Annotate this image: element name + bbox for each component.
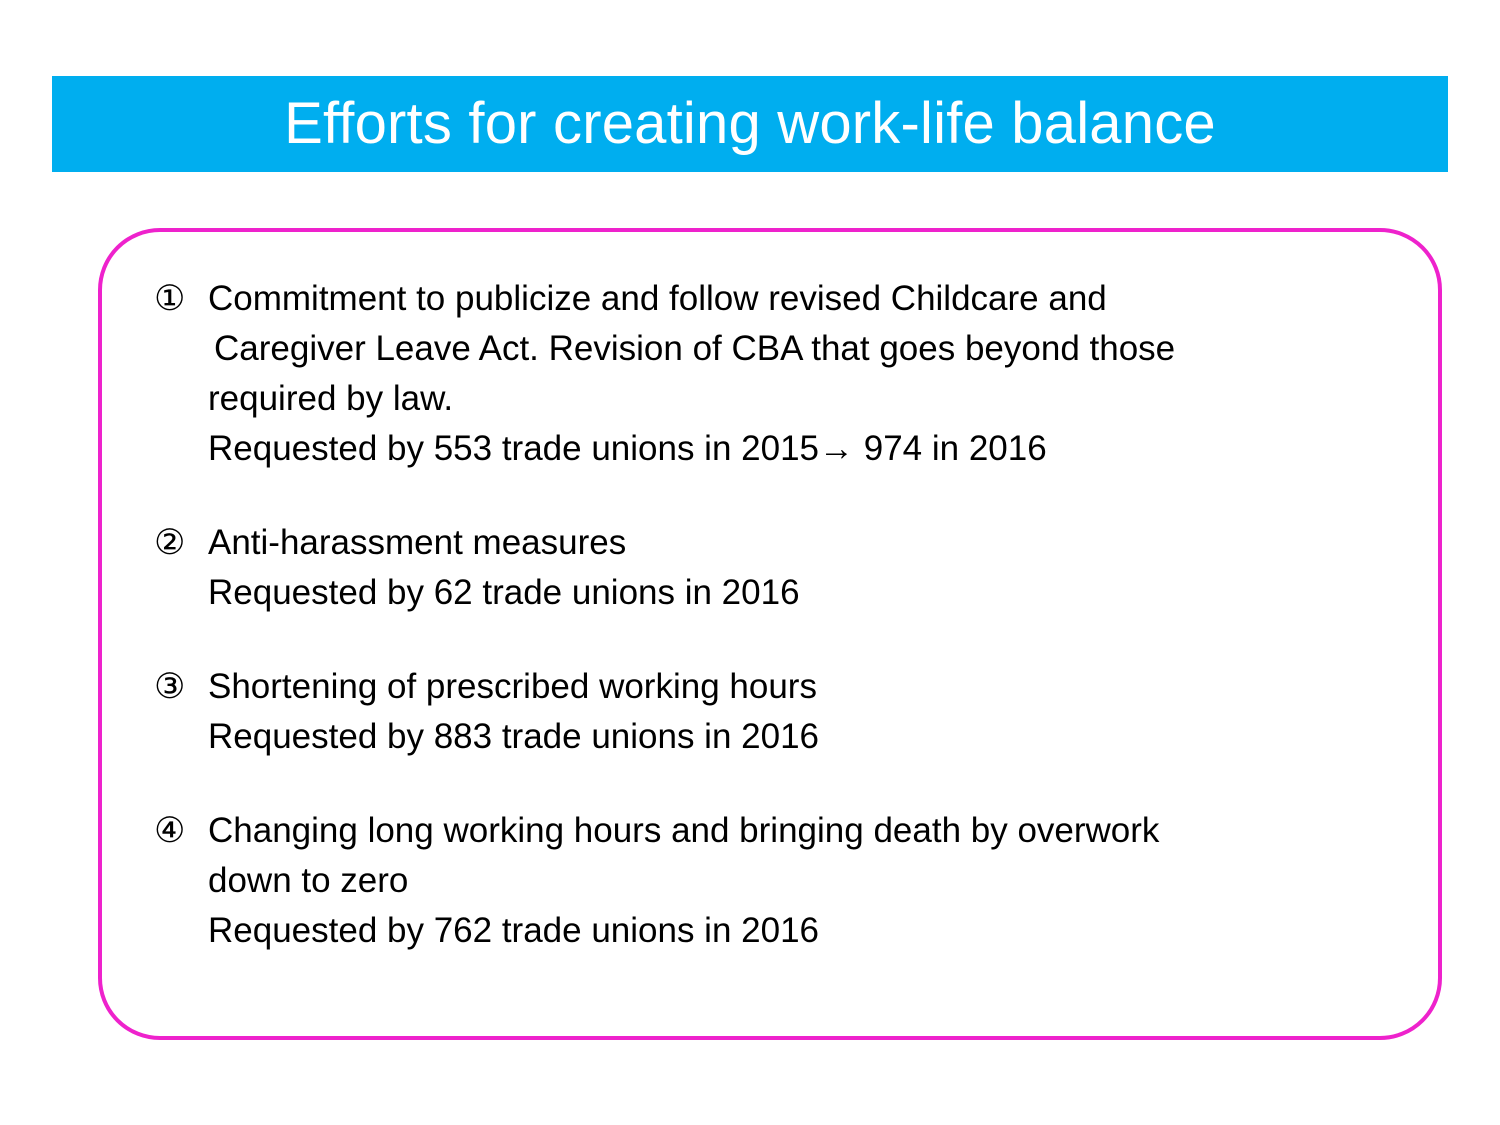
list-item-line: Anti-harassment measures	[208, 523, 627, 562]
list-item-line: Caregiver Leave Act. Revision of CBA that goes beyond those	[214, 329, 1176, 368]
list-item	[154, 518, 1418, 618]
content-panel	[98, 228, 1442, 1040]
list-item-body	[208, 806, 1418, 956]
list-item-line: Commitment to publicize and follow revised Childcare and	[208, 279, 1107, 318]
list-item	[154, 274, 1418, 474]
list-item-line: Requested by 553 trade unions in 2015→ 974 in 2016	[208, 429, 1047, 468]
list-item-marker: ③	[154, 667, 186, 706]
page-title: Efforts for creating work-life balance	[284, 91, 1216, 156]
list-item-line: Requested by 62 trade unions in 2016	[208, 573, 800, 612]
list-item-marker: ④	[154, 811, 186, 850]
list-item-body	[208, 274, 1418, 474]
list-item	[154, 662, 1418, 762]
list-item-line: Changing long working hours and bringing death by overwork	[208, 811, 1160, 850]
title-banner	[52, 76, 1448, 172]
list-item-line: Requested by 883 trade unions in 2016	[208, 717, 820, 756]
list-item-body	[208, 518, 1418, 618]
list-item-line: Shortening of prescribed working hours	[208, 667, 817, 706]
list-item-marker: ①	[154, 279, 186, 318]
list-item	[154, 806, 1418, 956]
list-item-marker: ②	[154, 523, 186, 562]
list-item-line: required by law.	[208, 379, 454, 418]
list-item-line: down to zero	[208, 861, 409, 900]
numbered-list	[154, 274, 1418, 956]
list-item-line: Requested by 762 trade unions in 2016	[208, 911, 820, 950]
list-item-body	[208, 662, 1418, 762]
